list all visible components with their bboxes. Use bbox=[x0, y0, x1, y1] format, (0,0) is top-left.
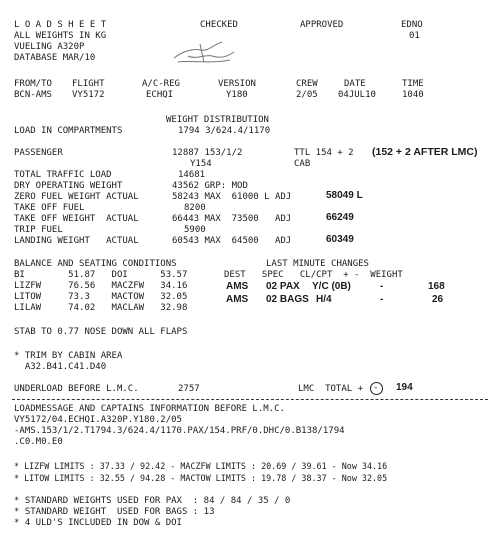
loadmessage-line: -AMS.153/1/2.T1794.3/624.4/1170.PAX/154.PRF/0.DHC/0.B138/1794 bbox=[14, 426, 345, 436]
compartments-value: 1794 3/624.4/1170 bbox=[178, 126, 271, 136]
separator-line bbox=[12, 399, 488, 400]
litow-limits: * LITOW LIMITS : 32.55 / 94.28 - MACTOW LIMITS : 19.78 / 38.37 - Now 32.05 bbox=[14, 473, 388, 483]
dow-value: 43562 GRP: MOD bbox=[172, 181, 248, 191]
checked-signature bbox=[170, 38, 240, 66]
total-traffic-value: 14681 bbox=[178, 170, 206, 180]
passenger-class: Y154 bbox=[190, 159, 212, 169]
dow-label: DRY OPERATING WEIGHT bbox=[14, 181, 123, 191]
flight-value-flight: VY5172 bbox=[72, 90, 105, 100]
flight-label-flight: FLIGHT bbox=[72, 79, 105, 89]
flight-label-version: VERSION bbox=[218, 79, 256, 89]
edno-value: 01 bbox=[409, 31, 420, 41]
units-label: ALL WEIGHTS IN KG bbox=[14, 31, 107, 41]
flight-label-ac-reg: A/C-REG bbox=[142, 79, 180, 89]
passenger-cab: CAB bbox=[294, 159, 311, 169]
lmc-total-sign: - bbox=[373, 383, 379, 393]
tof-value: 8200 bbox=[184, 203, 206, 213]
lmc-spec: 02 BAGS bbox=[266, 294, 309, 305]
balance-line: LIZFW 76.56 MACZFW 34.16 bbox=[14, 281, 188, 291]
passenger-ttl: TTL 154 + 2 bbox=[294, 148, 354, 158]
trim-line: * TRIM BY CABIN AREA bbox=[14, 351, 123, 361]
zfw-label: ZERO FUEL WEIGHT ACTUAL bbox=[14, 192, 139, 202]
lmc-dest: AMS bbox=[226, 281, 249, 292]
lmc-class: Y/C (0B) bbox=[312, 281, 351, 292]
flight-label-time: TIME bbox=[402, 79, 424, 89]
underload-label: UNDERLOAD BEFORE L.M.C. bbox=[14, 384, 139, 394]
stab-line: STAB TO 0.77 NOSE DOWN ALL FLAPS bbox=[14, 327, 188, 337]
loadmessage-line: LOADMESSAGE AND CAPTAINS INFORMATION BEFORE L.M.C. bbox=[14, 404, 285, 414]
flight-label-date: DATE bbox=[344, 79, 366, 89]
footer-line: * 4 ULD'S INCLUDED IN DOW & DOI bbox=[14, 518, 182, 528]
lmc-class: H/4 bbox=[316, 294, 332, 305]
balance-line: LILAW 74.02 MACLAW 32.98 bbox=[14, 303, 188, 313]
lmc-total-label: LMC TOTAL + bbox=[298, 384, 364, 394]
footer-line: * STANDARD WEIGHT USED FOR BAGS : 13 bbox=[14, 507, 215, 517]
loadmessage-line: VY5172/04.ECHQI.A320P.Y180.2/05 bbox=[14, 415, 182, 425]
lw-label: LANDING WEIGHT ACTUAL bbox=[14, 236, 139, 246]
balance-line: LITOW 73.3 MACTOW 32.05 bbox=[14, 292, 188, 302]
lmc-total-handwritten: 194 bbox=[396, 382, 413, 393]
checked-label: CHECKED bbox=[200, 20, 238, 30]
passenger-handwritten-note: (152 + 2 AFTER LMC) bbox=[372, 146, 478, 158]
compartments-label: LOAD IN COMPARTMENTS bbox=[14, 126, 123, 136]
flight-value-time: 1040 bbox=[402, 90, 424, 100]
tow-handwritten: 66249 bbox=[326, 212, 354, 223]
lizfw-limits: * LIZFW LIMITS : 37.33 / 92.42 - MACZFW LIMITS : 20.69 / 39.61 - Now 34.16 bbox=[14, 461, 388, 471]
passenger-value: 12887 153/1/2 bbox=[172, 148, 243, 158]
tow-label: TAKE OFF WEIGHT ACTUAL bbox=[14, 214, 139, 224]
flight-value-from-to: BCN-AMS bbox=[14, 90, 52, 100]
lw-value: 60543 MAX 64500 ADJ bbox=[172, 236, 292, 246]
flight-value-crew: 2/05 bbox=[296, 90, 318, 100]
flight-value-ac-reg: ECHQI bbox=[146, 90, 174, 100]
total-traffic-label: TOTAL TRAFFIC LOAD bbox=[14, 170, 112, 180]
zfw-handwritten: 58049 L bbox=[326, 190, 363, 201]
trip-fuel-label: TRIP FUEL bbox=[14, 225, 63, 235]
underload-value: 2757 bbox=[178, 384, 200, 394]
lmc-dest: AMS bbox=[226, 294, 249, 305]
flight-label-from-to: FROM/TO bbox=[14, 79, 52, 89]
weight-distribution-heading: WEIGHT DISTRIBUTION bbox=[166, 115, 269, 125]
airline-aircraft-type: VUELING A320P bbox=[14, 42, 85, 52]
trim-areas: A32.B41.C41.D40 bbox=[14, 362, 107, 372]
balance-line: BI 51.87 DOI 53.57 bbox=[14, 270, 188, 280]
footer-line: * STANDARD WEIGHTS USED FOR PAX : 84 / 84 / 35 / 0 bbox=[14, 496, 291, 506]
lmc-sign: - bbox=[380, 281, 384, 292]
lmc-sign: - bbox=[380, 294, 384, 305]
lmc-weight: 26 bbox=[432, 294, 444, 305]
zfw-value: 58243 MAX 61000 L ADJ bbox=[172, 192, 292, 202]
passenger-label: PASSENGER bbox=[14, 148, 63, 158]
flight-label-crew: CREW bbox=[296, 79, 318, 89]
tow-value: 66443 MAX 73500 ADJ bbox=[172, 214, 292, 224]
lmc-column-header: DEST SPEC CL/CPT + - WEIGHT bbox=[224, 270, 403, 280]
balance-heading: BALANCE AND SEATING CONDITIONS bbox=[14, 259, 177, 269]
trip-fuel-value: 5900 bbox=[184, 225, 206, 235]
lmc-spec: 02 PAX bbox=[266, 281, 300, 292]
edno-label: EDNO bbox=[401, 20, 423, 30]
lmc-heading: LAST MINUTE CHANGES bbox=[266, 259, 369, 269]
tof-label: TAKE OFF FUEL bbox=[14, 203, 85, 213]
flight-value-version: Y180 bbox=[226, 90, 248, 100]
approved-label: APPROVED bbox=[300, 20, 344, 30]
loadsheet-title: L O A D S H E E T bbox=[14, 20, 107, 30]
lw-handwritten: 60349 bbox=[326, 234, 354, 245]
database-label: DATABASE MAR/10 bbox=[14, 53, 96, 63]
flight-value-date: 04JUL10 bbox=[338, 90, 376, 100]
loadmessage-line: .C0.M0.E0 bbox=[14, 437, 63, 447]
lmc-weight: 168 bbox=[428, 281, 445, 292]
